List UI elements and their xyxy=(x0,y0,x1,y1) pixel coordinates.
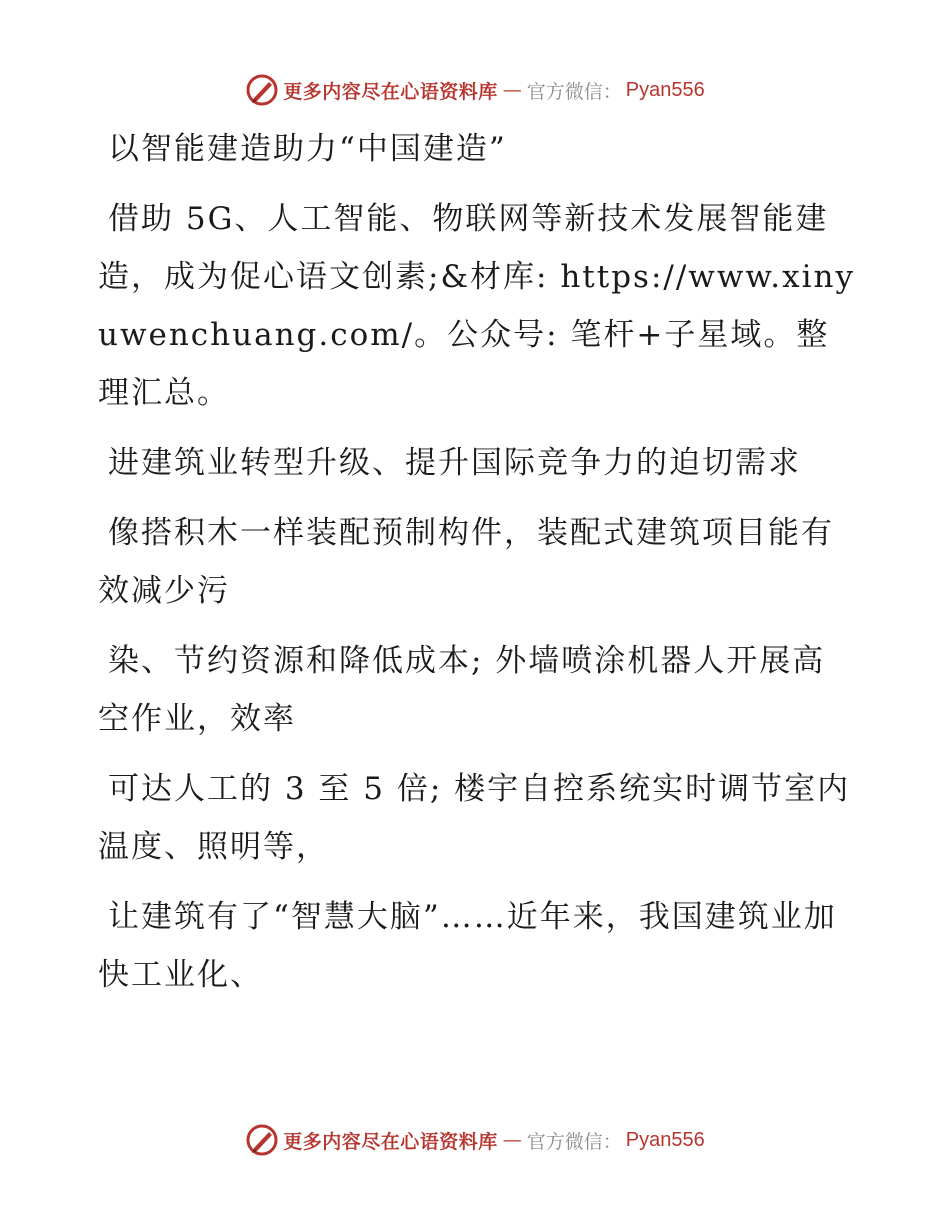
document-body xyxy=(98,120,858,1016)
pen-logo-icon xyxy=(245,1123,279,1157)
banner-dash: — xyxy=(502,1129,522,1151)
banner-title: 更多内容尽在心语资料库 xyxy=(283,1130,498,1153)
paragraph: 像搭积木一样装配预制构件，装配式建筑项目能有效减少污 xyxy=(98,515,834,609)
paragraph: 可达人工的 3 至 5 倍; 楼宇自控系统实时调节室内温度、照明等， xyxy=(98,771,851,865)
paragraph: 染、节约资源和降低成本; 外墙喷涂机器人开展高空作业，效率 xyxy=(98,643,826,737)
banner-wechat-id: Pyan556 xyxy=(625,78,705,101)
paragraph: 借助 5G、人工智能、物联网等新技术发展智能建造，成为促心语文创素;&材库: https://www.xinyuwenchuang.com/。公众号: 笔杆+子星域。整理汇总。 xyxy=(98,201,855,411)
banner-title: 更多内容尽在心语资料库 xyxy=(283,80,498,103)
banner-dash: — xyxy=(502,79,522,101)
banner-wechat-label: 官方微信： xyxy=(526,1130,622,1153)
paragraph: 让建筑有了“智慧大脑”……近年来，我国建筑业加快工业化、 xyxy=(98,899,837,993)
header-banner xyxy=(0,70,950,110)
paragraph: 进建筑业转型升级、提升国际竞争力的迫切需求 xyxy=(108,445,801,481)
banner-wechat-id: Pyan556 xyxy=(625,1128,705,1151)
footer-banner xyxy=(0,1120,950,1160)
banner-wechat-label: 官方微信： xyxy=(526,80,622,103)
paragraph: 以智能建造助力“中国建造” xyxy=(108,131,507,167)
pen-logo-icon xyxy=(245,73,279,107)
